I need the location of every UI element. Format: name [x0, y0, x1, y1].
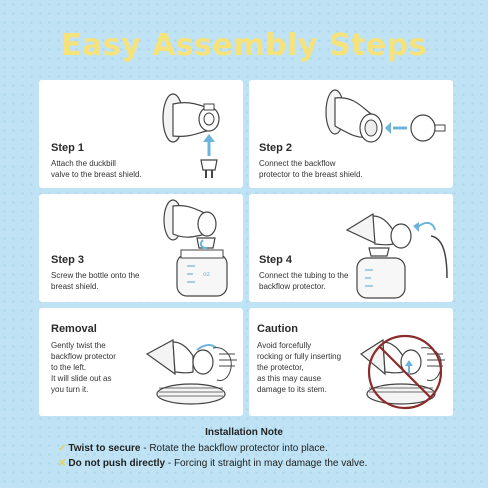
caution-illustration — [353, 328, 453, 414]
card-desc-line: Gently twist the — [51, 341, 106, 350]
tip-text: - Forcing it straight in may damage the valve. — [165, 458, 368, 469]
card-caution — [249, 308, 453, 416]
installation-note-heading: Installation Note — [205, 427, 283, 438]
card-removal — [39, 308, 243, 416]
card-desc-line: Attach the duckbill — [51, 159, 116, 168]
card-title: Step 4 — [259, 254, 293, 266]
card-desc — [259, 158, 363, 180]
card-desc-line: valve to the breast shield. — [51, 170, 142, 179]
card-desc-line: backflow protector. — [259, 282, 326, 291]
tip-no-push — [58, 458, 367, 469]
card-title: Caution — [257, 323, 298, 335]
card-title: Step 2 — [259, 142, 293, 154]
tip-bold: Twist to secure — [68, 443, 141, 454]
page-title: Easy Assembly Steps — [60, 28, 427, 63]
step-4-illustration — [343, 204, 453, 300]
card-step-1 — [39, 80, 243, 188]
card-desc-line: the protector, — [257, 363, 304, 372]
card-desc — [51, 270, 140, 292]
step-3-illustration — [159, 196, 239, 300]
card-step-3 — [39, 194, 243, 302]
card-desc-line: backflow protector — [51, 352, 116, 361]
card-desc-line: breast shield. — [51, 282, 99, 291]
tip-twist — [58, 443, 328, 454]
card-desc-line: Screw the bottle onto the — [51, 271, 140, 280]
card-desc-line: Avoid forcefully — [257, 341, 312, 350]
removal-illustration — [143, 328, 243, 414]
card-desc — [51, 340, 116, 395]
card-desc-line: Connect the tubing to the — [259, 271, 349, 280]
card-desc-line: damage to its stem. — [257, 385, 327, 394]
card-desc-line: It will slide out as — [51, 374, 112, 383]
card-title: Removal — [51, 323, 97, 335]
card-desc-line: Connect the backflow — [259, 159, 336, 168]
check-icon: ✓ — [58, 443, 67, 454]
card-step-2 — [249, 80, 453, 188]
card-desc — [257, 340, 341, 395]
card-desc — [259, 270, 348, 292]
step-1-illustration — [149, 86, 239, 186]
card-title: Step 3 — [51, 254, 85, 266]
tip-text: - Rotate the backflow protector into place. — [140, 443, 328, 454]
card-desc-line: to the left. — [51, 363, 87, 372]
card-desc-line: as this may cause — [257, 374, 322, 383]
card-step-4 — [249, 194, 453, 302]
card-desc — [51, 158, 142, 180]
svg-text:oz: oz — [203, 271, 210, 278]
tip-bold: Do not push directly — [68, 458, 166, 469]
card-desc-line: you turn it. — [51, 385, 89, 394]
cross-icon: ✕ — [58, 458, 67, 469]
card-desc-line: protector to the breast shield. — [259, 170, 363, 179]
card-desc-line: rocking or fully inserting — [257, 352, 342, 361]
card-title: Step 1 — [51, 142, 85, 154]
